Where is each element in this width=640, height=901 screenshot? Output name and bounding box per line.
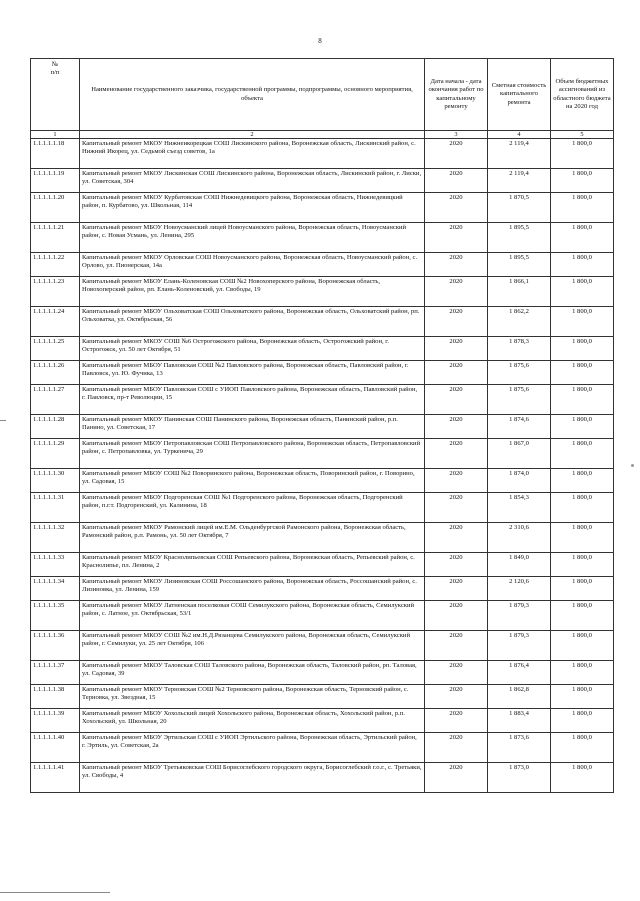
row-volume: 1 800,0 [551, 139, 614, 169]
row-date: 2020 [425, 733, 488, 763]
column-index: 1 [31, 131, 80, 139]
row-object-name: Капитальный ремонт МБОУ Павловская СОШ с УИОП Павловского района, Воронежская область, Павловский район, г. Павловск, пр-т Революции, 15 [80, 385, 425, 415]
row-object-name: Капитальный ремонт МБОУ СОШ №2 Поворинского района, Воронежская область, Поворинский район, г. Поворино, ул. Садовая, 15 [80, 469, 425, 493]
row-number: 1.1.1.1.1.33 [31, 553, 80, 577]
capital-repair-table [30, 58, 614, 793]
row-cost: 1 854,3 [488, 493, 551, 523]
row-date: 2020 [425, 139, 488, 169]
table-row [31, 685, 614, 709]
row-object-name: Капитальный ремонт МБОУ Павловская СОШ №2 Павловского района, Воронежская область, Павловский район, г. Павловск, ул. Ю. Фучика, 13 [80, 361, 425, 385]
row-volume: 1 800,0 [551, 685, 614, 709]
table-row [31, 277, 614, 307]
row-cost: 2 310,6 [488, 523, 551, 553]
row-date: 2020 [425, 439, 488, 469]
table-row [31, 253, 614, 277]
header-dates: Дата начала - дата окончания работ по капитальному ремонту [425, 59, 488, 131]
row-date: 2020 [425, 415, 488, 439]
header-num: № п/п [31, 59, 80, 131]
table-row [31, 553, 614, 577]
table-row [31, 223, 614, 253]
row-object-name: Капитальный ремонт МКОУ Лискинская СОШ Лискинского района, Воронежская область, Лискинский район, г. Лиски, ул. Советская, 304 [80, 169, 425, 193]
row-object-name: Капитальный ремонт МБОУ Третьяковская СОШ Борисоглебского городского округа, Борисоглебский г.о.г., с. Третьяки, ул. Свободы, 4 [80, 763, 425, 793]
row-date: 2020 [425, 361, 488, 385]
row-number: 1.1.1.1.1.37 [31, 661, 80, 685]
row-cost: 2 119,4 [488, 139, 551, 169]
row-object-name: Капитальный ремонт МБОУ Краснолипьевская СОШ Репьевского района, Воронежская область, Репьевский район, с. Краснолипье, пл. Ленина, 2 [80, 553, 425, 577]
row-number: 1.1.1.1.1.41 [31, 763, 80, 793]
row-volume: 1 800,0 [551, 253, 614, 277]
table-row [31, 169, 614, 193]
row-cost: 1 849,0 [488, 553, 551, 577]
row-date: 2020 [425, 253, 488, 277]
table-row [31, 361, 614, 385]
row-number: 1.1.1.1.1.24 [31, 307, 80, 337]
row-volume: 1 800,0 [551, 169, 614, 193]
row-object-name: Капитальный ремонт МКОУ Панинская СОШ Панинского района, Воронежская область, Панинский район, р.п. Панино, ул. Советская, 17 [80, 415, 425, 439]
row-number: 1.1.1.1.1.26 [31, 361, 80, 385]
row-number: 1.1.1.1.1.38 [31, 685, 80, 709]
row-object-name: Капитальный ремонт МБОУ Эртильская СОШ с УИОП Эртильского района, Воронежская область, Эртильский район, г. Эртиль, ул. Советская, 2а [80, 733, 425, 763]
column-index-row [31, 131, 614, 139]
row-cost: 1 873,6 [488, 733, 551, 763]
row-object-name: Капитальный ремонт МКОУ Лизиновская СОШ Россошанского района, Воронежская область, Россошанский район, с. Лизиновка, ул. Ленина, 159 [80, 577, 425, 601]
row-volume: 1 800,0 [551, 223, 614, 253]
row-volume: 1 800,0 [551, 493, 614, 523]
row-number: 1.1.1.1.1.34 [31, 577, 80, 601]
row-date: 2020 [425, 601, 488, 631]
row-volume: 1 800,0 [551, 631, 614, 661]
table-row [31, 523, 614, 553]
row-number: 1.1.1.1.1.40 [31, 733, 80, 763]
row-object-name: Капитальный ремонт МБОУ Ольховатская СОШ Ольховатского района, Воронежская область, Ольховатский район, рп. Ольховатка, ул. Октябрьская, 56 [80, 307, 425, 337]
table-row [31, 733, 614, 763]
row-number: 1.1.1.1.1.21 [31, 223, 80, 253]
row-volume: 1 800,0 [551, 709, 614, 733]
header-name: Наименование государственного заказчика, государственной программы, подпрограммы, основного мероприятия, объекта [80, 59, 425, 131]
table-row [31, 307, 614, 337]
row-volume: 1 800,0 [551, 661, 614, 685]
row-number: 1.1.1.1.1.27 [31, 385, 80, 415]
table-row [31, 709, 614, 733]
table-row [31, 193, 614, 223]
table-row [31, 469, 614, 493]
row-volume: 1 800,0 [551, 385, 614, 415]
table-body [31, 139, 614, 793]
column-index: 3 [425, 131, 488, 139]
row-cost: 1 874,6 [488, 415, 551, 439]
table-row [31, 385, 614, 415]
row-object-name: Капитальный ремонт МКОУ Латненская поселковая СОШ Семилукского района, Воронежская область, Семилукский район, с. Латное, ул. Октябрьская, 53/1 [80, 601, 425, 631]
scan-edge-dot [631, 464, 634, 467]
row-object-name: Капитальный ремонт МКОУ Орловская СОШ Новоусманского района, Воронежская область, Новоусманский район, с. Орлово, ул. Пионерская, 14а [80, 253, 425, 277]
row-cost: 1 879,3 [488, 631, 551, 661]
row-number: 1.1.1.1.1.19 [31, 169, 80, 193]
row-object-name: Капитальный ремонт МКОУ СОШ №6 Острогожского района, Воронежская область, Острогожский район, г. Острогожск, ул. 50 лет Октября, 51 [80, 337, 425, 361]
row-cost: 1 862,2 [488, 307, 551, 337]
row-cost: 1 876,4 [488, 661, 551, 685]
header-cost: Сметная стоимость капитального ремонта [488, 59, 551, 131]
row-volume: 1 800,0 [551, 577, 614, 601]
row-number: 1.1.1.1.1.30 [31, 469, 80, 493]
row-number: 1.1.1.1.1.18 [31, 139, 80, 169]
row-number: 1.1.1.1.1.32 [31, 523, 80, 553]
column-index: 4 [488, 131, 551, 139]
table-row [31, 577, 614, 601]
table-row [31, 601, 614, 631]
row-object-name: Капитальный ремонт МБОУ Петропавловская СОШ Петропавловского района, Воронежская область, Петропавловский район, с. Петропавловка, ул. Туркенича, 29 [80, 439, 425, 469]
row-number: 1.1.1.1.1.36 [31, 631, 80, 661]
row-number: 1.1.1.1.1.28 [31, 415, 80, 439]
row-number: 1.1.1.1.1.25 [31, 337, 80, 361]
row-cost: 1 870,5 [488, 193, 551, 223]
row-cost: 2 120,6 [488, 577, 551, 601]
row-volume: 1 800,0 [551, 361, 614, 385]
row-object-name: Капитальный ремонт МБОУ Хохольский лицей Хохольского района, Воронежская область, Хохольский район, р.п. Хохольский, ул. Школьная, 20 [80, 709, 425, 733]
row-object-name: Капитальный ремонт МКОУ Терновская СОШ №2 Терновского района, Воронежская область, Терновский район, с. Терновка, ул. Звездная, 15 [80, 685, 425, 709]
row-object-name: Капитальный ремонт МКОУ Рамонский лицей им.Е.М. Ольденбургской Рамонского района, Воронежская область, Рамонский район, р.п. Рамонь, ул. 50 лет Октября, 7 [80, 523, 425, 553]
row-cost: 1 875,6 [488, 385, 551, 415]
row-date: 2020 [425, 523, 488, 553]
row-volume: 1 800,0 [551, 601, 614, 631]
row-cost: 1 866,1 [488, 277, 551, 307]
table-row [31, 139, 614, 169]
row-date: 2020 [425, 193, 488, 223]
column-index: 2 [80, 131, 425, 139]
row-cost: 1 874,0 [488, 469, 551, 493]
row-date: 2020 [425, 307, 488, 337]
row-volume: 1 800,0 [551, 277, 614, 307]
row-volume: 1 800,0 [551, 337, 614, 361]
row-date: 2020 [425, 277, 488, 307]
row-number: 1.1.1.1.1.22 [31, 253, 80, 277]
table-row [31, 493, 614, 523]
row-date: 2020 [425, 631, 488, 661]
row-volume: 1 800,0 [551, 763, 614, 793]
row-cost: 1 862,8 [488, 685, 551, 709]
row-cost: 1 878,3 [488, 337, 551, 361]
row-cost: 1 895,5 [488, 223, 551, 253]
row-number: 1.1.1.1.1.31 [31, 493, 80, 523]
row-object-name: Капитальный ремонт МБОУ Подгоренская СОШ №1 Подгоренского района, Воронежская область, Подгоренский район, п.г.т. Подгоренский, ул. Калинина, 18 [80, 493, 425, 523]
row-number: 1.1.1.1.1.23 [31, 277, 80, 307]
row-cost: 1 895,5 [488, 253, 551, 277]
table-row [31, 337, 614, 361]
table-row [31, 763, 614, 793]
row-date: 2020 [425, 709, 488, 733]
row-cost: 1 867,0 [488, 439, 551, 469]
row-volume: 1 800,0 [551, 193, 614, 223]
column-index: 5 [551, 131, 614, 139]
row-volume: 1 800,0 [551, 553, 614, 577]
row-date: 2020 [425, 553, 488, 577]
row-object-name: Капитальный ремонт МКОУ СОШ №2 им.Н.Д.Рязанцева Семилукского района, Воронежская область, Семилукский район, г. Семилуки, ул. 25 лет Октября, 106 [80, 631, 425, 661]
table-row [31, 439, 614, 469]
row-volume: 1 800,0 [551, 415, 614, 439]
row-cost: 2 119,4 [488, 169, 551, 193]
row-cost: 1 883,4 [488, 709, 551, 733]
row-date: 2020 [425, 763, 488, 793]
table-row [31, 631, 614, 661]
row-date: 2020 [425, 337, 488, 361]
row-number: 1.1.1.1.1.29 [31, 439, 80, 469]
table-header-row [31, 59, 614, 131]
row-number: 1.1.1.1.1.35 [31, 601, 80, 631]
row-cost: 1 873,0 [488, 763, 551, 793]
row-volume: 1 800,0 [551, 439, 614, 469]
row-date: 2020 [425, 469, 488, 493]
table-row [31, 415, 614, 439]
row-volume: 1 800,0 [551, 307, 614, 337]
row-object-name: Капитальный ремонт МБОУ Новоусманский лицей Новоусманского района, Воронежская область, Новоусманский район, с. Новая Усмань, ул. Ленина, 295 [80, 223, 425, 253]
footnote-rule [0, 892, 110, 893]
row-volume: 1 800,0 [551, 733, 614, 763]
row-object-name: Капитальный ремонт МКОУ Курбатовская СОШ Нижнедевицкого района, Воронежская область, Нижнедевицкий район, п. Курбатово, ул. Школьная, 114 [80, 193, 425, 223]
row-volume: 1 800,0 [551, 469, 614, 493]
row-cost: 1 875,6 [488, 361, 551, 385]
row-date: 2020 [425, 223, 488, 253]
row-object-name: Капитальный ремонт МБОУ Елань-Коленовская СОШ №2 Новохоперского района, Воронежская область, Новохоперский район, рп. Елань-Коленовский, ул. Свободы, 19 [80, 277, 425, 307]
row-date: 2020 [425, 385, 488, 415]
page-number: 8 [318, 37, 322, 45]
header-volume: Объем бюджетных ассигнований из областного бюджета на 2020 год [551, 59, 614, 131]
row-date: 2020 [425, 661, 488, 685]
row-volume: 1 800,0 [551, 523, 614, 553]
scan-edge-mark [0, 420, 6, 421]
row-number: 1.1.1.1.1.39 [31, 709, 80, 733]
row-date: 2020 [425, 169, 488, 193]
row-object-name: Капитальный ремонт МКОУ Таловская СОШ Таловского района, Воронежская область, Таловский район, рп. Таловая, ул. Садовая, 39 [80, 661, 425, 685]
row-date: 2020 [425, 493, 488, 523]
row-date: 2020 [425, 685, 488, 709]
row-object-name: Капитальный ремонт МКОУ Нижнеикорецкая СОШ Лискинского района, Воронежская область, Лискинский район, с. Нижний Икорец, ул. Седьмой съезд советов, 1а [80, 139, 425, 169]
table-row [31, 661, 614, 685]
row-date: 2020 [425, 577, 488, 601]
row-number: 1.1.1.1.1.20 [31, 193, 80, 223]
row-cost: 1 879,3 [488, 601, 551, 631]
